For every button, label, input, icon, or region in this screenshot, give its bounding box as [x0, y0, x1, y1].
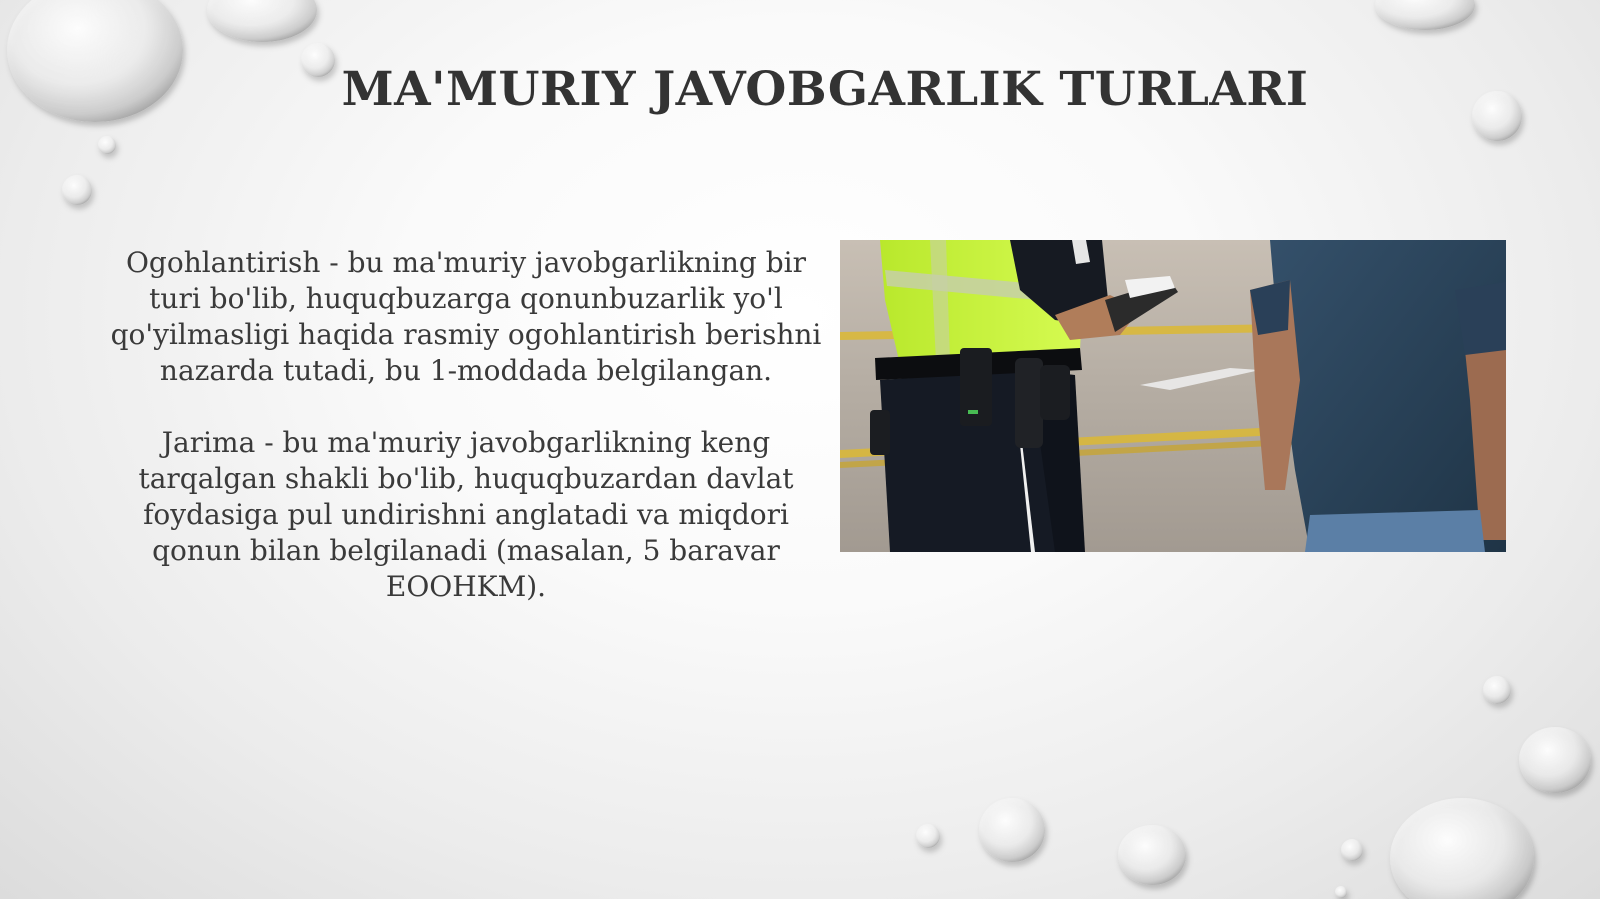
drop-group-top-right	[1375, 0, 1522, 141]
paragraph-warning: Ogohlantirish - bu ma'muriy javobgarlikning bir turi bo'lib, huquqbuzarga qonunbuzarlik yo'l qo'yilmasligi haqida rasmiy ogohlantirish berishni nazarda tutadi, bu 1-moddada belgilangan.	[110, 246, 822, 387]
paragraph-fine: Jarima - bu ma'muriy javobgarlikning keng tarqalgan shakli bo'lib, huquqbuzardan davlat foydasiga pul undirishni anglatadi va miqdori qonun bilan belgilanadi (masalan, 5 baravar EOOHKM).	[138, 426, 794, 603]
drop-group-bottom	[916, 676, 1591, 899]
slide-title: MA'MURIY JAVOBGARLIK TURLARI	[341, 62, 1309, 117]
drop-group-top-left	[7, 0, 335, 205]
body-text	[110, 245, 822, 641]
traffic-officer-photo	[840, 240, 1506, 552]
